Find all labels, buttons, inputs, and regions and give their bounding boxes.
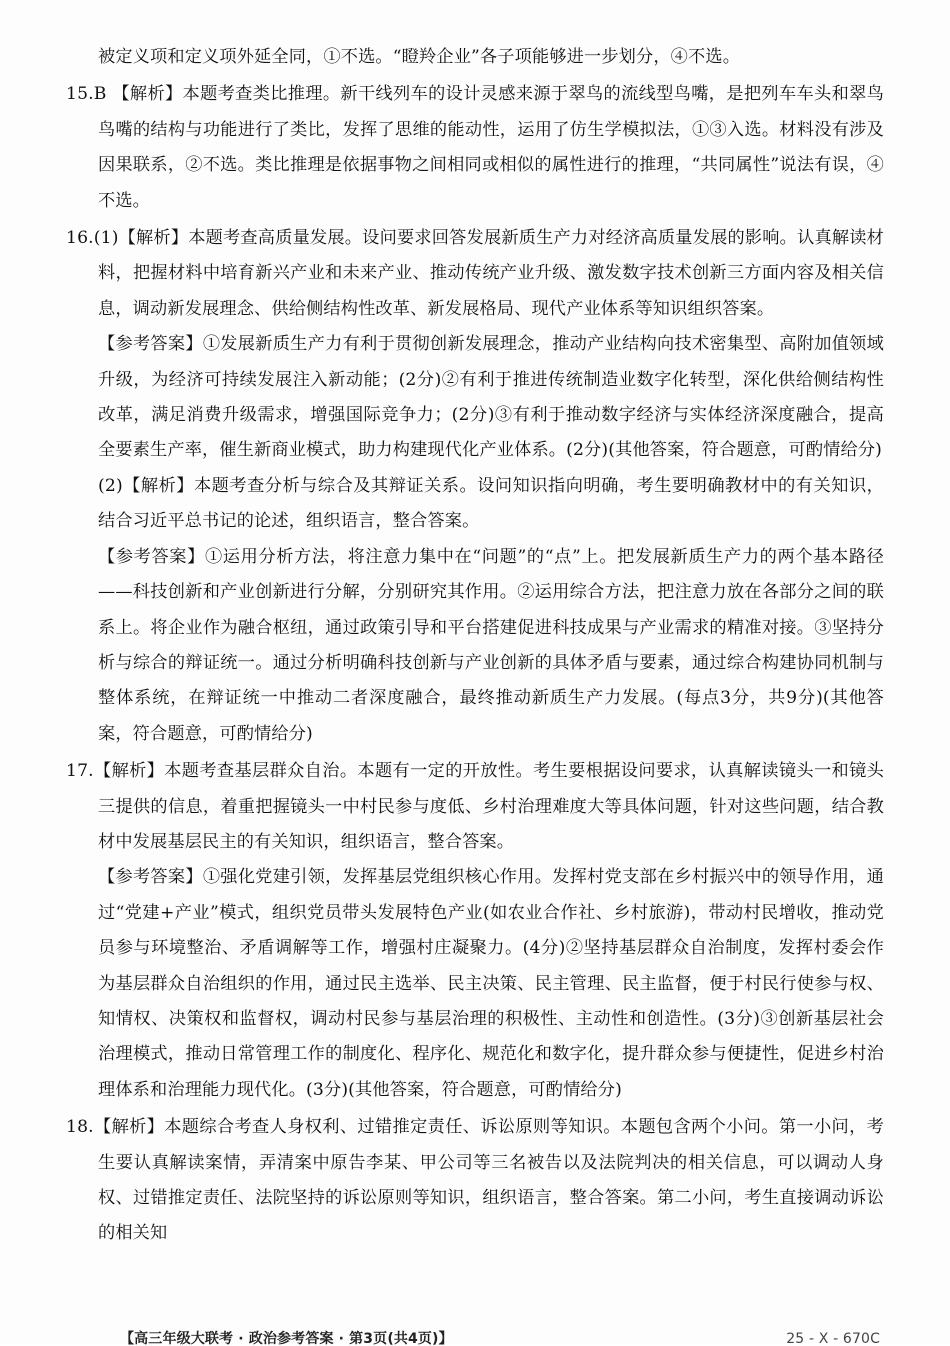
footer-title: 【高三年级大联考 · 政治参考答案 · 第3页(共4页)】 bbox=[120, 1331, 453, 1346]
q18-analysis: 18.【解析】本题综合考查人身权利、过错推定责任、诉讼原则等知识。本题包含两个小问。第一小问，考生要认真解读案情，弄清案中原告李某、甲公司等三名被告以及法院判决的相关信息，可以调动人身权、过错推定责任、法院坚持的诉讼原则等知识，组织语言，整合答案。第二小问，考生直接调动诉讼的相关知 bbox=[66, 1117, 884, 1244]
page-footer bbox=[120, 1322, 910, 1346]
q16-part1-analysis: 16.(1)【解析】本题考查高质量发展。设问要求回答发展新质生产力对经济高质量发展的影响。认真解读材料，把握材料中培育新兴产业和未来产业、推动传统产业升级、激发数字技术创新三方面内容及相关信息，调动新发展理念、供给侧结构性改革、新发展格局、现代产业体系等知识组织答案。 bbox=[66, 228, 884, 319]
footer-code: 25 - X - 670C bbox=[786, 1331, 880, 1346]
q14-continuation: 被定义项和定义项外延全同，①不选。“瞪羚企业”各子项能够进一步划分，④不选。 bbox=[98, 47, 741, 67]
q16-part2-analysis: (2)【解析】本题考查分析与综合及其辩证关系。设问知识指向明确，考生要明确教材中的有关知识，结合习近平总书记的论述，组织语言，整合答案。 bbox=[98, 475, 884, 532]
q17-analysis: 17.【解析】本题考查基层群众自治。本题有一定的开放性。考生要根据设问要求，认真解读镜头一和镜头三提供的信息，着重把握镜头一中村民参与度低、乡村治理难度大等具体问题，针对这些问题，结合教材中发展基层民主的有关知识，组织语言，整合答案。 bbox=[66, 761, 884, 852]
q17-answer: 【参考答案】①强化党建引领，发挥基层党组织核心作用。发挥村党支部在乡村振兴中的领导作用，通过“党建+产业”模式，组织党员带头发展特色产业(如农业合作社、乡村旅游)，带动村民增收，推动党员参与环境整治、矛盾调解等工作，增强村庄凝聚力。(4分)②坚持基层群众自治制度，发挥村委会作为基层群众自治组织的作用，通过民主选举、民主决策、民主管理、民主监督，便于村民行使参与权、知情权、决策权和监督权，调动村民参与基层治理的积极性、主动性和创造性。(3分)③创新基层社会治理模式，推动日常管理工作的制度化、程序化、规范化和数字化，提升群众参与便捷性，促进乡村治理体系和治理能力现代化。(3分)(其他答案，符合题意，可酌情给分) bbox=[98, 867, 884, 1100]
q16-part1-answer: 【参考答案】①发展新质生产力有利于贯彻创新发展理念，推动产业结构向技术密集型、高附加值领域升级，为经济可持续发展注入新动能；(2分)②有利于推进传统制造业数字化转型，深化供给侧结构性改革，满足消费升级需求，增强国际竞争力；(2分)③有利于推动数字经济与实体经济深度融合，提高全要素生产率，催生新商业模式，助力构建现代化产业体系。(2分)(其他答案，符合题意，可酌情给分) bbox=[98, 334, 884, 461]
q16-part2-answer: 【参考答案】①运用分析方法，将注意力集中在“问题”的“点”上。把发展新质生产力的两个基本路径——科技创新和产业创新进行分解，分别研究其作用。②运用综合方法，把注意力放在各部分之间的联系上。将企业作为融合枢纽，通过政策引导和平台搭建促进科技成果与产业需求的精准对接。③坚持分析与综合的辩证统一。通过分析明确科技创新与产业创新的具体矛盾与要素，通过综合构建协同机制与整体系统，在辩证统一中推动二者深度融合，最终推动新质生产力发展。(每点3分，共9分)(其他答案，符合题意，可酌情给分) bbox=[98, 546, 884, 744]
q15-analysis: 15.B 【解析】本题考查类比推理。新干线列车的设计灵感来源于翠鸟的流线型鸟嘴，是把列车车头和翠鸟鸟嘴的结构与功能进行了类比，发挥了思维的能动性，运用了仿生学模拟法，①③入选。材料没有涉及因果联系，②不选。类比推理是依据事物之间相同或相似的属性进行的推理，“共同属性”说法有误，④不选。 bbox=[66, 84, 884, 211]
answer-content bbox=[66, 40, 884, 1252]
